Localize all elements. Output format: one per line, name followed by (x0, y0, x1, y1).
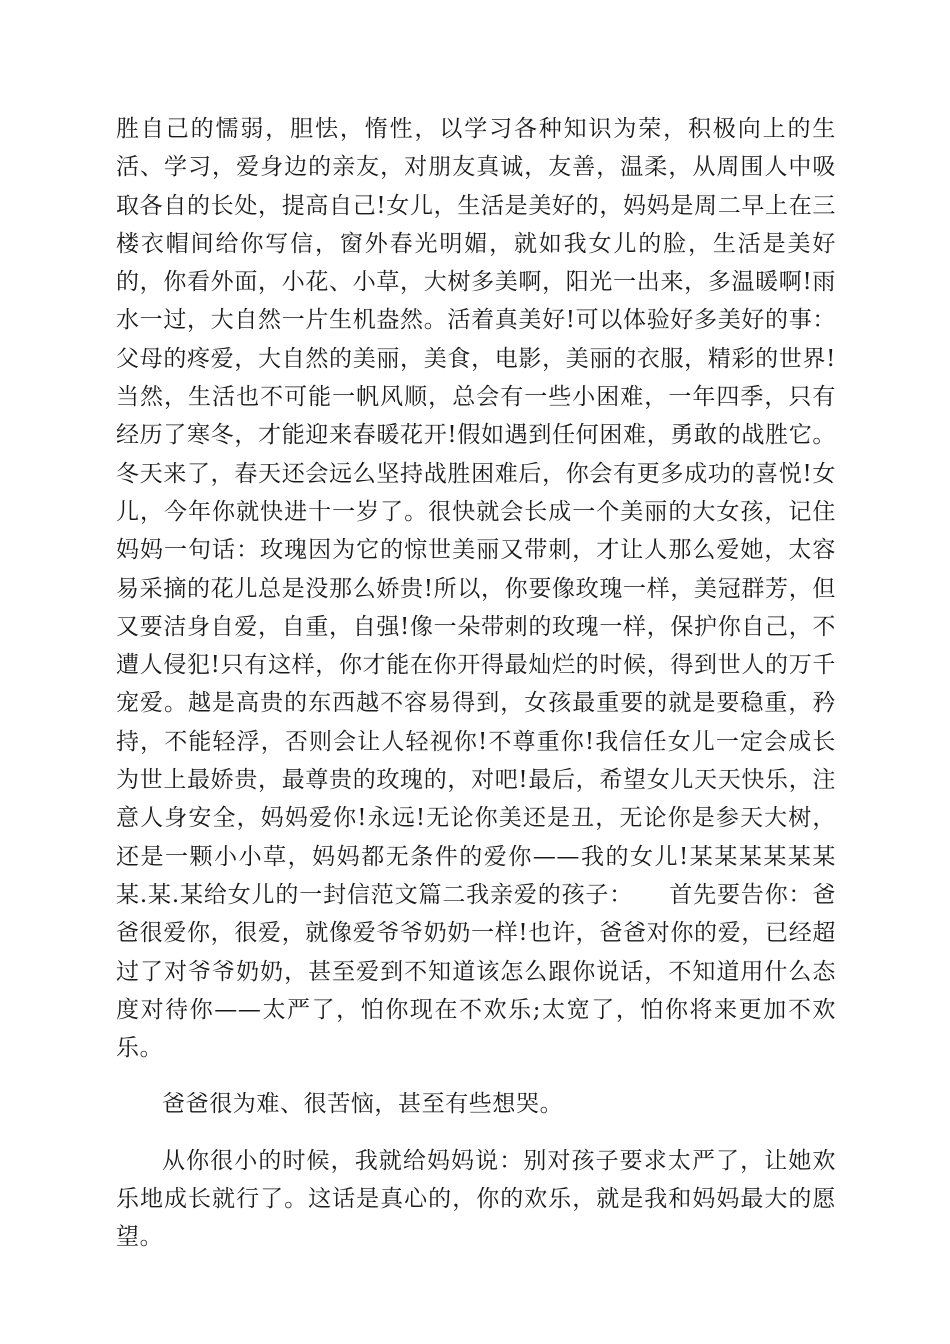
document-body (116, 110, 836, 1275)
paragraph-letter-body: 胜自己的懦弱，胆怯，惰性，以学习各种知识为荣，积极向上的生活、学习，爱身边的亲友，对朋友真诚，友善，温柔，从周围人中吸取各自的长处，提高自己!女儿，生活是美好的，妈妈是周二早上在三楼衣帽间给你写信，窗外春光明媚，就如我女儿的脸，生活是美好的，你看外面，小花、小草，大树多美啊，阳光一出来，多温暖啊!雨水一过，大自然一片生机盎然。活着真美好!可以体验好多美好的事：父母的疼爱，大自然的美丽，美食，电影，美丽的衣服，精彩的世界!当然，生活也不可能一帆风顺，总会有一些小困难，一年四季，只有经历了寒冬，才能迎来春暖花开!假如遇到任何困难，勇敢的战胜它。冬天来了，春天还会远么坚持战胜困难后，你会有更多成功的喜悦!女儿，今年你就快进十一岁了。很快就会长成一个美丽的大女孩，记住妈妈一句话：玫瑰因为它的惊世美丽又带刺，才让人那么爱她，太容易采摘的花儿总是没那么娇贵!所以，你要像玫瑰一样，美冠群芳，但又要洁身自爱，自重，自强!像一朵带刺的玫瑰一样，保护你自己，不遭人侵犯!只有这样，你才能在你开得最灿烂的时候，得到世人的万千宠爱。越是高贵的东西越不容易得到，女孩最重要的就是要稳重，矜持，不能轻浮，否则会让人轻视你!不尊重你!我信任女儿一定会成长为世上最娇贵，最尊贵的玫瑰的，对吧!最后，希望女儿天天快乐，注意人身安全，妈妈爱你!永远!无论你美还是丑，无论你是参天大树，还是一颗小小草，妈妈都无条件的爱你——我的女儿!某某某某某某某.某.某给女儿的一封信范文篇二我亲爱的孩子： 首先要告你：爸爸很爱你，很爱，就像爱爷爷奶奶一样!也许，爸爸对你的爱，已经超过了对爷爷奶奶，甚至爱到不知道该怎么跟你说话，不知道用什么态度对待你——太严了，怕你现在不欢乐;太宽了，怕你将来更加不欢乐。 (116, 116, 836, 1062)
paragraph-childhood-wish: 从你很小的时候，我就给妈妈说：别对孩子要求太严了，让她欢乐地成长就行了。这话是真心的，你的欢乐，就是我和妈妈最大的愿望。 (116, 1147, 836, 1251)
paragraph-father-feelings: 爸爸很为难、很苦恼，甚至有些想哭。 (162, 1091, 564, 1118)
